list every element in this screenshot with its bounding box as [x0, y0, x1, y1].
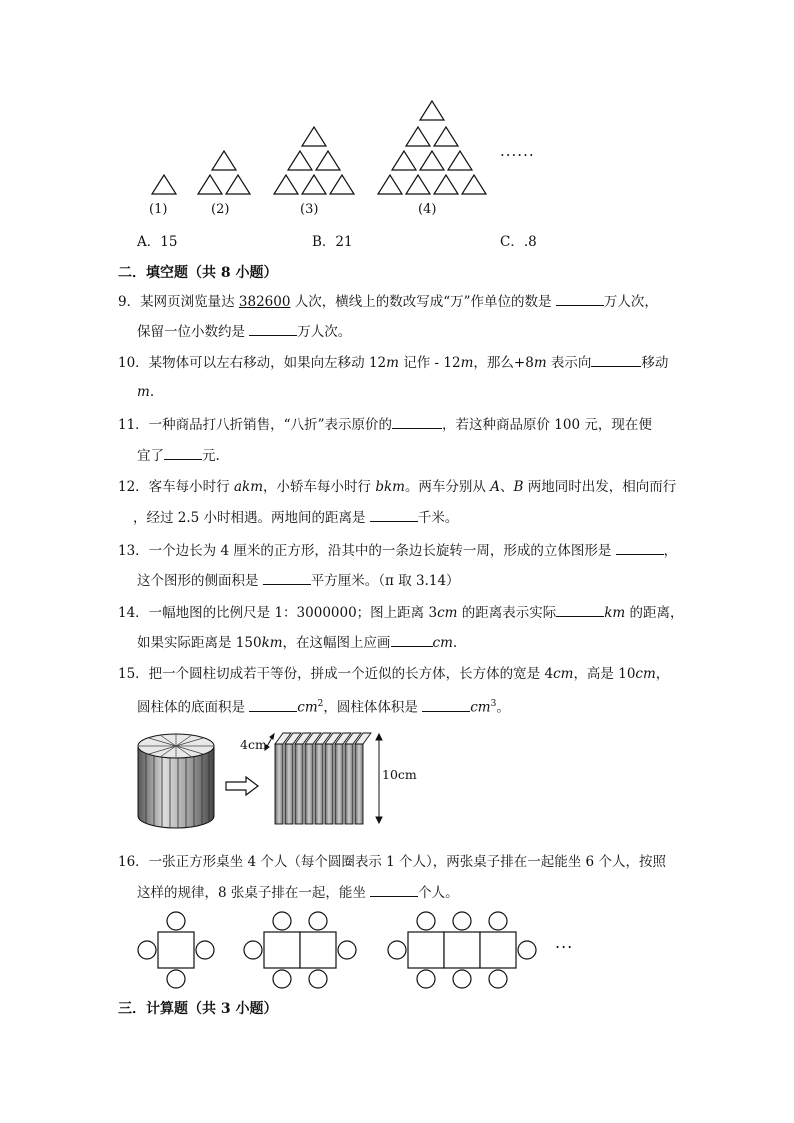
seat: [453, 970, 471, 988]
question-11-line-2: 宜了 元.: [137, 448, 220, 464]
seat: [273, 912, 291, 930]
seat: [167, 970, 185, 988]
transform-arrow-icon: [226, 777, 258, 795]
seat: [273, 970, 291, 988]
triangle: [302, 127, 326, 146]
seat: [417, 912, 435, 930]
seat: [244, 941, 262, 959]
answer-blank[interactable]: [249, 698, 297, 712]
triangle: [288, 151, 312, 170]
question-13-line-1: 13．一个边长为 4 厘米的正方形，沿其中的一条边长旋转一周，形成的立体图形是 ，: [118, 543, 678, 559]
width-label: 4cm: [240, 737, 267, 752]
triangle: [226, 175, 250, 194]
seat: [167, 912, 185, 930]
pattern-caption-2: (2): [211, 202, 230, 217]
seat: [489, 912, 507, 930]
answer-blank[interactable]: [263, 571, 311, 585]
table: [444, 932, 480, 968]
triangle-pattern-figure: [140, 95, 560, 205]
answer-blank[interactable]: [164, 446, 202, 460]
triangle: [434, 175, 458, 194]
cylinder: [138, 734, 214, 828]
height-label: 10cm: [382, 767, 417, 782]
triangle: [420, 151, 444, 170]
option-b: B．21: [312, 234, 353, 250]
triangle: [392, 151, 416, 170]
triangle: [330, 175, 354, 194]
question-10-line-2: m.: [137, 384, 155, 400]
question-9-line-1: 9．某网页浏览量达 382600 人次，横线上的数改写成“万”作单位的数是 万人次，: [118, 294, 658, 310]
answer-blank[interactable]: [370, 883, 418, 897]
pattern-caption-4: (4): [418, 202, 437, 217]
answer-blank[interactable]: [591, 353, 641, 367]
table: [408, 932, 444, 968]
seat: [489, 970, 507, 988]
seat: [309, 970, 327, 988]
question-12-line-2: ，经过 2.5 小时相遇。两地间的距离是 千米。: [133, 510, 459, 526]
question-16-line-1: 16．一张正方形桌坐 4 个人（每个圆圈表示 1 个人），两张桌子排在一起能坐 6 个人，按照: [118, 854, 666, 870]
triangle: [316, 151, 340, 170]
triangle: [302, 175, 326, 194]
question-14-line-2: 如果实际距离是 150km，在这幅图上应画 cm.: [137, 635, 458, 651]
triangle: [198, 175, 222, 194]
answer-blank[interactable]: [556, 292, 604, 306]
question-14-line-1: 14．一幅地图的比例尺是 1：3000000；图上距离 3cm 的距离表示实际 km 的距离，: [118, 605, 684, 621]
triangle: [274, 175, 298, 194]
triangle: [406, 127, 430, 146]
question-15-line-1: 15．把一个圆柱切成若干等份，拼成一个近似的长方体，长方体的宽是 4cm，高是 10cm，: [118, 666, 670, 682]
table: [300, 932, 336, 968]
section-title-calculation: 三．计算题（共 3 小题）: [118, 1001, 278, 1017]
question-13-line-2: 这个图形的侧面积是 平方厘米。（π 取 3.14）: [137, 573, 460, 589]
seat: [518, 941, 536, 959]
question-9-line-2: 保留一位小数约是 万人次。: [137, 324, 352, 340]
triangle: [378, 175, 402, 194]
pattern-caption-1: (1): [149, 202, 168, 217]
answer-blank[interactable]: [249, 322, 297, 336]
question-15-line-2: 圆柱体的底面积是 $cm^2$，圆柱体体积是 $cm^3$。: [137, 699, 510, 716]
tables-continuation-dots: ...: [555, 933, 574, 952]
triangle: [448, 151, 472, 170]
answer-blank[interactable]: [556, 603, 604, 617]
table: [264, 932, 300, 968]
tables-seating-figure: [136, 908, 556, 992]
answer-blank[interactable]: [616, 541, 664, 555]
seat: [196, 941, 214, 959]
answer-blank[interactable]: [422, 698, 470, 712]
cylinder-to-cuboid-figure: [134, 728, 434, 838]
seat: [338, 941, 356, 959]
triangle: [152, 175, 176, 194]
table: [158, 932, 194, 968]
table: [480, 932, 516, 968]
question-10-line-1: 10．某物体可以左右移动，如果向左移动 12m 记作 - 12m，那么+8m 表示向 移动: [118, 355, 669, 371]
triangle: [434, 127, 458, 146]
pattern-caption-3: (3): [300, 202, 319, 217]
option-a: A．15: [137, 234, 178, 250]
answer-blank[interactable]: [370, 508, 418, 522]
question-16-line-2: 这样的规律，8 张桌子排在一起，能坐 个人。: [137, 885, 459, 901]
triangle: [212, 151, 236, 170]
answer-blank[interactable]: [391, 633, 433, 647]
approximate-cuboid: [275, 733, 371, 824]
pattern-continuation-dots: ......: [500, 142, 535, 160]
seat: [417, 970, 435, 988]
triangle: [462, 175, 486, 194]
answer-blank[interactable]: [392, 415, 442, 429]
triangle: [420, 101, 444, 120]
seat: [388, 941, 406, 959]
question-12-line-1: 12．客车每小时行 akm，小轿车每小时行 bkm。两车分别从 A、B 两地同时出发，相向而行: [118, 479, 677, 495]
question-11-line-1: 11．一种商品打八折销售，“八折”表示原价的 ，若这种商品原价 100 元，现在便: [118, 417, 652, 433]
seat: [138, 941, 156, 959]
seat: [309, 912, 327, 930]
option-c: C．.8: [500, 234, 537, 250]
triangle: [406, 175, 430, 194]
seat: [453, 912, 471, 930]
section-title-fill-in: 二．填空题（共 8 小题）: [118, 265, 278, 281]
